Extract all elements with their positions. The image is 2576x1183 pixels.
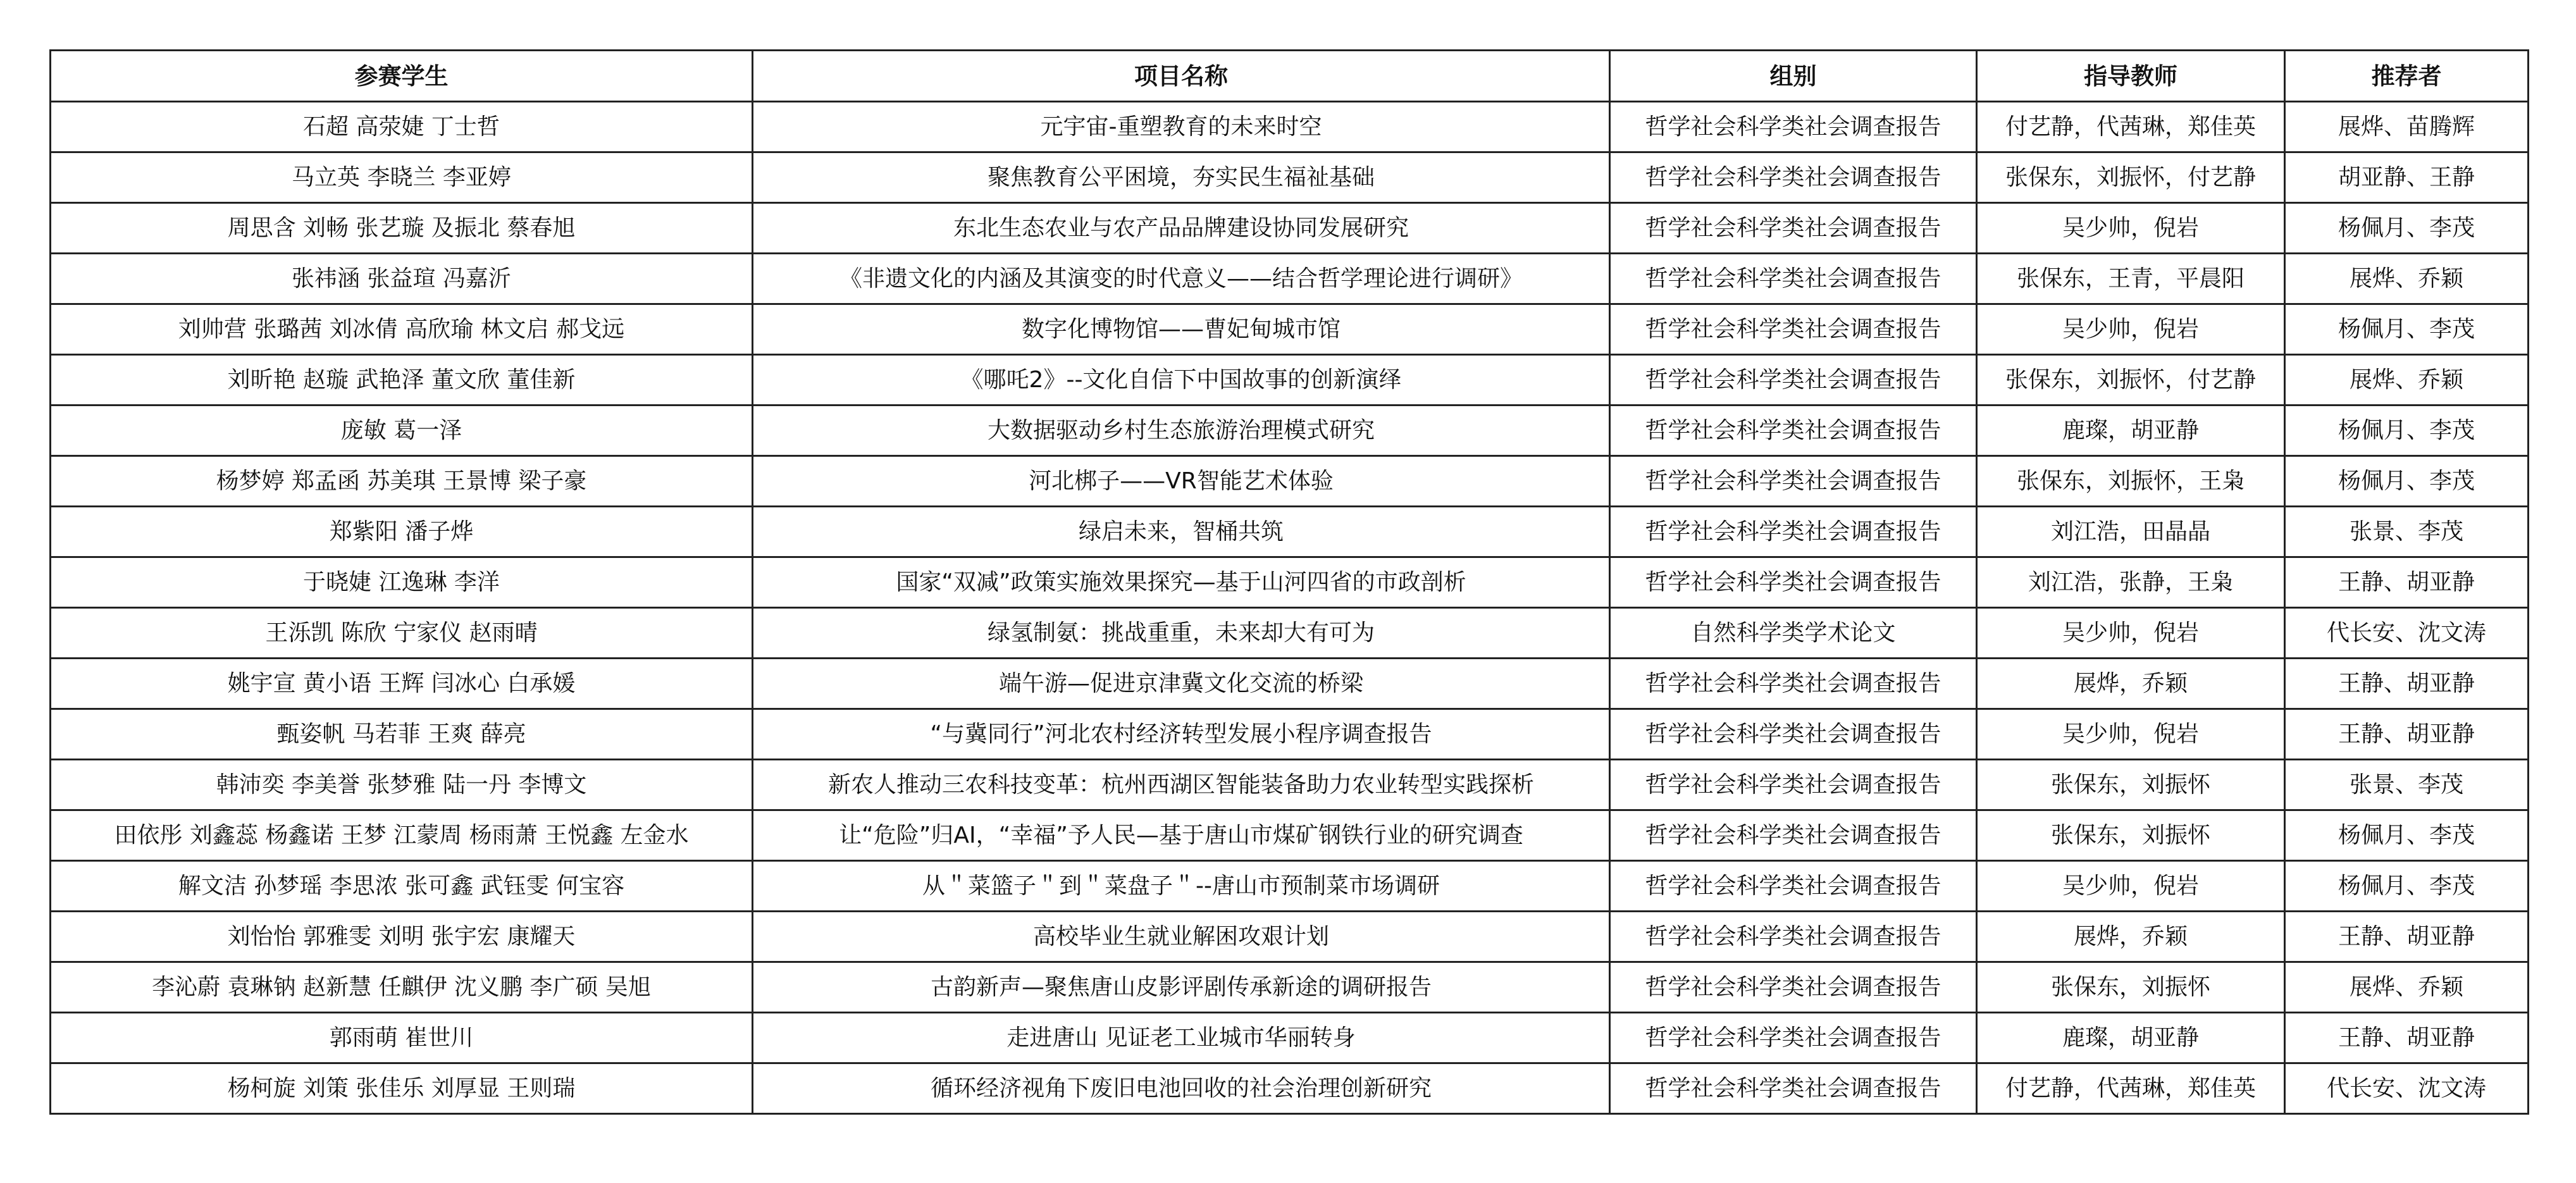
cell-students: 张祎涵 张益瑄 冯嘉沂: [51, 254, 753, 304]
cell-recommender: 王静、胡亚静: [2285, 659, 2529, 709]
table-row: [51, 557, 2529, 608]
header-recommender: 推荐者: [2285, 51, 2529, 102]
table-row: [51, 659, 2529, 709]
cell-students: 周思含 刘畅 张艺璇 及振北 蔡春旭: [51, 203, 753, 254]
cell-advisors: 张保东，刘振怀，王枭: [1977, 456, 2285, 507]
cell-recommender: 王静、胡亚静: [2285, 1013, 2529, 1063]
table-row: [51, 709, 2529, 760]
cell-category: 哲学社会科学类社会调查报告: [1610, 507, 1977, 557]
cell-project-name: 走进唐山 见证老工业城市华丽转身: [753, 1013, 1610, 1063]
cell-students: 甄姿帆 马若菲 王爽 薛亮: [51, 709, 753, 760]
cell-advisors: 吴少帅，倪岩: [1977, 203, 2285, 254]
cell-category: 哲学社会科学类社会调查报告: [1610, 406, 1977, 456]
cell-category: 哲学社会科学类社会调查报告: [1610, 152, 1977, 203]
cell-category: 哲学社会科学类社会调查报告: [1610, 203, 1977, 254]
cell-students: 解文洁 孙梦瑶 李思浓 张可鑫 武钰雯 何宝容: [51, 861, 753, 912]
cell-project-name: 数字化博物馆——曹妃甸城市馆: [753, 304, 1610, 355]
cell-advisors: 张保东，刘振怀，付艺静: [1977, 355, 2285, 406]
cell-project-name: 河北梆子——VR智能艺术体验: [753, 456, 1610, 507]
cell-students: 田依彤 刘鑫蕊 杨鑫诺 王梦 江蒙周 杨雨萧 王悦鑫 左金水: [51, 810, 753, 861]
cell-students: 杨柯旋 刘策 张佳乐 刘厚显 王则瑞: [51, 1063, 753, 1114]
cell-project-name: 从＂菜篮子＂到＂菜盘子＂--唐山市预制菜市场调研: [753, 861, 1610, 912]
cell-category: 哲学社会科学类社会调查报告: [1610, 456, 1977, 507]
cell-recommender: 王静、胡亚静: [2285, 709, 2529, 760]
cell-students: 韩沛奕 李美誉 张梦雅 陆一丹 李博文: [51, 760, 753, 810]
cell-category: 自然科学类学术论文: [1610, 608, 1977, 659]
cell-project-name: 东北生态农业与农产品品牌建设协同发展研究: [753, 203, 1610, 254]
cell-recommender: 展烨、乔颖: [2285, 355, 2529, 406]
cell-advisors: 刘江浩，张静，王枭: [1977, 557, 2285, 608]
cell-students: 杨梦婷 郑孟函 苏美琪 王景博 梁子豪: [51, 456, 753, 507]
cell-project-name: 绿启未来，智桶共筑: [753, 507, 1610, 557]
table-row: [51, 912, 2529, 962]
cell-category: 哲学社会科学类社会调查报告: [1610, 709, 1977, 760]
cell-project-name: 新农人推动三农科技变革：杭州西湖区智能装备助力农业转型实践探析: [753, 760, 1610, 810]
cell-project-name: 循环经济视角下废旧电池回收的社会治理创新研究: [753, 1063, 1610, 1114]
table-row: [51, 608, 2529, 659]
cell-category: 哲学社会科学类社会调查报告: [1610, 810, 1977, 861]
cell-recommender: 杨佩月、李茂: [2285, 203, 2529, 254]
cell-project-name: 元宇宙-重塑教育的未来时空: [753, 102, 1610, 152]
cell-students: 庞敏 葛一泽: [51, 406, 753, 456]
cell-category: 哲学社会科学类社会调查报告: [1610, 912, 1977, 962]
cell-project-name: 《哪吒2》--文化自信下中国故事的创新演绎: [753, 355, 1610, 406]
cell-category: 哲学社会科学类社会调查报告: [1610, 1013, 1977, 1063]
cell-students: 姚宇宣 黄小语 王辉 闫冰心 白承媛: [51, 659, 753, 709]
cell-recommender: 代长安、沈文涛: [2285, 608, 2529, 659]
cell-category: 哲学社会科学类社会调查报告: [1610, 102, 1977, 152]
cell-recommender: 杨佩月、李茂: [2285, 861, 2529, 912]
cell-category: 哲学社会科学类社会调查报告: [1610, 254, 1977, 304]
project-table: [49, 49, 2529, 1115]
table-row: [51, 1063, 2529, 1114]
cell-advisors: 吴少帅，倪岩: [1977, 861, 2285, 912]
table-row: [51, 861, 2529, 912]
cell-recommender: 杨佩月、李茂: [2285, 304, 2529, 355]
cell-students: 郭雨萌 崔世川: [51, 1013, 753, 1063]
cell-project-name: 《非遗文化的内涵及其演变的时代意义——结合哲学理论进行调研》: [753, 254, 1610, 304]
cell-project-name: 让“危险”归AI，“幸福”予人民—基于唐山市煤矿钢铁行业的研究调查: [753, 810, 1610, 861]
cell-students: 马立英 李晓兰 李亚婷: [51, 152, 753, 203]
cell-project-name: 聚焦教育公平困境，夯实民生福祉基础: [753, 152, 1610, 203]
cell-project-name: “与冀同行”河北农村经济转型发展小程序调查报告: [753, 709, 1610, 760]
table-row: [51, 304, 2529, 355]
table-body: [51, 102, 2529, 1114]
table-row: [51, 1013, 2529, 1063]
cell-students: 于晓婕 江逸琳 李洋: [51, 557, 753, 608]
cell-advisors: 张保东，刘振怀: [1977, 760, 2285, 810]
cell-students: 刘帅营 张璐茜 刘冰倩 高欣瑜 林文启 郝戈远: [51, 304, 753, 355]
cell-advisors: 张保东，王青，平晨阳: [1977, 254, 2285, 304]
cell-advisors: 付艺静，代茜琳，郑佳英: [1977, 1063, 2285, 1114]
table-row: [51, 152, 2529, 203]
header-advisors: 指导教师: [1977, 51, 2285, 102]
cell-project-name: 端午游—促进京津冀文化交流的桥梁: [753, 659, 1610, 709]
cell-advisors: 张保东，刘振怀: [1977, 810, 2285, 861]
cell-advisors: 鹿璨，胡亚静: [1977, 1013, 2285, 1063]
table-row: [51, 406, 2529, 456]
cell-students: 王泺凯 陈欣 宁家仪 赵雨晴: [51, 608, 753, 659]
cell-advisors: 展烨，乔颖: [1977, 912, 2285, 962]
header-project-name: 项目名称: [753, 51, 1610, 102]
table-row: [51, 254, 2529, 304]
cell-recommender: 王静、胡亚静: [2285, 557, 2529, 608]
table-row: [51, 102, 2529, 152]
cell-category: 哲学社会科学类社会调查报告: [1610, 557, 1977, 608]
cell-advisors: 刘江浩，田晶晶: [1977, 507, 2285, 557]
cell-recommender: 胡亚静、王静: [2285, 152, 2529, 203]
cell-category: 哲学社会科学类社会调查报告: [1610, 304, 1977, 355]
cell-students: 刘怡怡 郭雅雯 刘明 张宇宏 康耀天: [51, 912, 753, 962]
header-students: 参赛学生: [51, 51, 753, 102]
cell-students: 李沁蔚 袁琳钠 赵新慧 任麒伊 沈义鹏 李广硕 吴旭: [51, 962, 753, 1013]
cell-advisors: 吴少帅，倪岩: [1977, 304, 2285, 355]
cell-recommender: 代长安、沈文涛: [2285, 1063, 2529, 1114]
table-row: [51, 355, 2529, 406]
cell-recommender: 张景、李茂: [2285, 507, 2529, 557]
cell-category: 哲学社会科学类社会调查报告: [1610, 962, 1977, 1013]
cell-advisors: 张保东，刘振怀: [1977, 962, 2285, 1013]
cell-recommender: 展烨、乔颖: [2285, 254, 2529, 304]
table-header-row: [51, 51, 2529, 102]
cell-project-name: 高校毕业生就业解困攻艰计划: [753, 912, 1610, 962]
cell-category: 哲学社会科学类社会调查报告: [1610, 760, 1977, 810]
cell-project-name: 大数据驱动乡村生态旅游治理模式研究: [753, 406, 1610, 456]
table-row: [51, 760, 2529, 810]
table-row: [51, 507, 2529, 557]
cell-advisors: 鹿璨，胡亚静: [1977, 406, 2285, 456]
cell-project-name: 古韵新声—聚焦唐山皮影评剧传承新途的调研报告: [753, 962, 1610, 1013]
cell-advisors: 付艺静，代茜琳，郑佳英: [1977, 102, 2285, 152]
cell-recommender: 张景、李茂: [2285, 760, 2529, 810]
cell-advisors: 展烨，乔颖: [1977, 659, 2285, 709]
table-row: [51, 810, 2529, 861]
table-row: [51, 456, 2529, 507]
cell-recommender: 杨佩月、李茂: [2285, 456, 2529, 507]
cell-students: 刘昕艳 赵璇 武艳泽 董文欣 董佳新: [51, 355, 753, 406]
cell-recommender: 王静、胡亚静: [2285, 912, 2529, 962]
cell-recommender: 杨佩月、李茂: [2285, 810, 2529, 861]
cell-advisors: 张保东，刘振怀，付艺静: [1977, 152, 2285, 203]
cell-advisors: 吴少帅，倪岩: [1977, 608, 2285, 659]
cell-students: 石超 高荥婕 丁士哲: [51, 102, 753, 152]
table-row: [51, 962, 2529, 1013]
cell-category: 哲学社会科学类社会调查报告: [1610, 659, 1977, 709]
cell-project-name: 绿氢制氨：挑战重重，未来却大有可为: [753, 608, 1610, 659]
header-category: 组别: [1610, 51, 1977, 102]
table-row: [51, 203, 2529, 254]
cell-students: 郑紫阳 潘子烨: [51, 507, 753, 557]
cell-recommender: 杨佩月、李茂: [2285, 406, 2529, 456]
cell-recommender: 展烨、苗腾辉: [2285, 102, 2529, 152]
cell-recommender: 展烨、乔颖: [2285, 962, 2529, 1013]
cell-advisors: 吴少帅，倪岩: [1977, 709, 2285, 760]
cell-category: 哲学社会科学类社会调查报告: [1610, 1063, 1977, 1114]
cell-category: 哲学社会科学类社会调查报告: [1610, 861, 1977, 912]
cell-project-name: 国家“双减”政策实施效果探究—基于山河四省的市政剖析: [753, 557, 1610, 608]
cell-category: 哲学社会科学类社会调查报告: [1610, 355, 1977, 406]
